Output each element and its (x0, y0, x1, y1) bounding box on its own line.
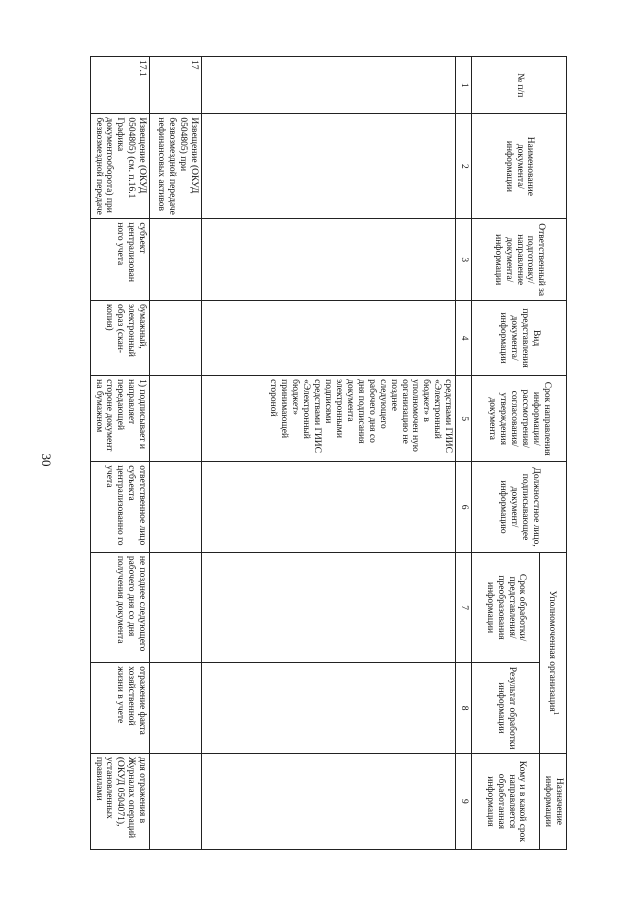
column-number: 5 (456, 376, 472, 462)
cell-result (150, 663, 202, 754)
header-result: Результат обработки информации (472, 663, 540, 754)
cell-form: бумажный, электронный образ (скан-копия) (90, 301, 150, 376)
cell-responsible: субъект централизован ного учета (90, 219, 150, 301)
header-form: Вид представления документа/ информации (472, 301, 567, 376)
table-row (150, 57, 202, 850)
column-number: 2 (456, 114, 472, 219)
column-number: 4 (456, 301, 472, 376)
cell-signer: ответственное лицо субъекта централизованно го учета (90, 462, 150, 553)
cell-processing-term (150, 552, 202, 662)
column-number: 3 (456, 219, 472, 301)
header-deadline: Срок направления информации/ рассмотрения/ согласования/ утверждения документа (472, 376, 567, 462)
cell-name: Извещение (ОКУД 0504805) (см. п.16.1 Графика документооборота) при безвозмездной передаче (90, 114, 150, 219)
header-no: № п/п (472, 57, 567, 114)
column-number: 7 (456, 552, 472, 662)
header-signer: Должностное лицо, подписывающее документ/ информацию (472, 462, 567, 553)
cell-name: Извещение (ОКУД 0504805) при безвозмездной передаче нефинансовых активов (150, 114, 202, 219)
page-number: 30 (39, 453, 54, 467)
cell-responsible (202, 219, 456, 301)
header-authorized-group (540, 552, 567, 753)
cell-recipient (150, 753, 202, 849)
column-number: 6 (456, 462, 472, 553)
cell-deadline: средствами ГИИС «Электронный бюджет» в уполномочен ную организацию не позднее следующего рабочего дня со дня подписания документа электронными подписями средствами ГИИС «Электронный бюджет» принимающей стороной (202, 376, 456, 462)
cell-signer (202, 462, 456, 553)
cell-name (202, 114, 456, 219)
cell-processing-term: не позднее следующего рабочего дня со дня получения документа (90, 552, 150, 662)
cell-form (150, 301, 202, 376)
cell-form (202, 301, 456, 376)
table-row (202, 57, 456, 850)
document-flow-table (90, 56, 567, 850)
header-name: Наименование документа/ информации (472, 114, 567, 219)
cell-deadline (150, 376, 202, 462)
column-number: 1 (456, 57, 472, 114)
cell-signer (150, 462, 202, 553)
cell-no: 17.1 (90, 57, 150, 114)
header-recipient: Кому и в какой срок направляется обработанная информация (472, 753, 540, 849)
cell-processing-term (202, 552, 456, 662)
rotated-table-container (93, 56, 567, 850)
cell-deadline: 1) подписывает и направляет передающей стороне документ на бумажном (90, 376, 150, 462)
column-number: 9 (456, 753, 472, 849)
cell-result (202, 663, 456, 754)
cell-no (202, 57, 456, 114)
header-authorized-label: Уполномоченная организация (546, 590, 557, 712)
cell-no: 17 (150, 57, 202, 114)
cell-recipient (202, 753, 456, 849)
header-processing-term: Срок обработки/ представления/ преобразования информации (472, 552, 540, 662)
table-row (90, 57, 150, 850)
column-number: 8 (456, 663, 472, 754)
cell-responsible (150, 219, 202, 301)
header-responsible: Ответственный за подготовку/ направление документа/ информации (472, 219, 567, 301)
cell-recipient: для отражения в Журналах операций (ОКУД 0504071), установленных правилами (90, 753, 150, 849)
header-purpose-group: Назначение информации (540, 753, 567, 849)
cell-result: отражение факта хозяйственной жизни в учете (90, 663, 150, 754)
footnote-marker: 1 (552, 711, 561, 716)
